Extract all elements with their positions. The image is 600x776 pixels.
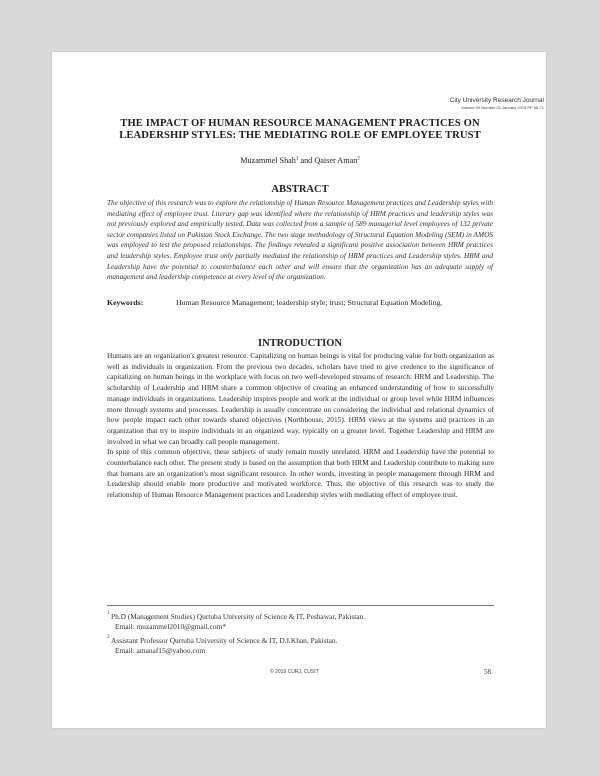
introduction-heading: INTRODUCTION	[257, 338, 342, 349]
paper-title: THE IMPACT OF HUMAN RESOURCE MANAGEMENT PRACTICES ON LEADERSHIP STYLES: THE MEDIATING ROLE OF EMPLOYEE TRUST	[119, 118, 481, 141]
keywords-text: Human Resource Management; leadership style; trust; Structural Equation Modeling.	[176, 298, 443, 307]
footnote-2-affiliation: Assistant Professor Qurtuba University of Science & IT, D.I.Khan, Pakistan.	[111, 636, 338, 645]
footnote-2	[107, 636, 494, 656]
page-number: 58	[484, 668, 491, 676]
introduction-paragraph-2: In spite of this common objective, these subjects of study remain mostly unrelated. HRM and Leadership have the potential to counterbalance each other. The present study is based on the assumption that both HRM and Leadership contribute to making sure that humans are an organization's most significant resource. In other words, investing in people management through HRM and Leadership should enable more productive and motivated workforce. Thus, the objective of this research was to study the relationship of Human Resource Management practices and Leadership styles with mediating effect of employee trust.	[107, 447, 494, 500]
footnote-1-mark: 1	[107, 611, 110, 616]
author-line	[100, 156, 500, 165]
journal-header	[450, 97, 544, 110]
footnote-1	[107, 612, 494, 632]
footnote-2-email: Email: amanaf15@yahoo.com	[115, 646, 206, 655]
author-conjunction: and	[298, 156, 315, 165]
abstract-heading: ABSTRACT	[271, 184, 329, 195]
keywords-label: Keywords:	[107, 298, 144, 307]
author-2: Qaiser Aman	[314, 156, 358, 165]
footnote-1-email: Email: muzammel2010@gmail.com*	[115, 622, 227, 631]
copyright-notice: © 2019 CURJ, CUSIT	[270, 669, 319, 675]
author-1: Muzammel Shah	[240, 156, 296, 165]
footnote-divider	[107, 605, 494, 606]
author-2-mark: 2	[357, 156, 360, 162]
footnote-1-affiliation: Ph.D (Management Studies) Qurtuba University of Science & IT, Peshawar, Pakistan.	[111, 612, 366, 621]
author-1-mark: 1	[295, 156, 299, 162]
volume-info: Volume 09 Number 01 January 2019 PP 58-71	[461, 105, 544, 110]
journal-name: City University Research Journal	[449, 97, 544, 104]
footnote-2-mark: 2	[107, 635, 110, 640]
introduction-paragraph-1: Humans are an organization's greatest resource. Capitalizing on human beings is vital for producing value for both organization as well as individuals in organization. From the previous two decades, scholars have tried to give credence to the significance of capitalizing on human beings in the workplace with focus on two well-developed streams of research: HRM and Leadership. The scholarship of Leadership and HRM share a common objective of creating an enhanced understanding of how to successfully manage individuals in organizations. Leadership inspires people and work at the individual or group level while HRM influences more through systems and processes. Leadership is usually concentrate on considering the individual and relational dynamics of how people impact each other towards shared objectives (Northhouse, 2015). HRM views at the systems and practices in an organization that try to inspire individuals in an organized way, typically on a greater level. Together Leadership and HRM are involved in what we can broadly call people management.	[107, 351, 494, 446]
abstract-text: The objective of this research was to explore the relationship of Human Resource Management practices and Leadership styles with mediating effect of employee trust. Literary gap was identified where the relationship of HRM practices and leadership styles was not previously explored and empirically tested. Data was collected from a sample of 589 managerial level employees of 132 private sector companies listed on Pakistan Stock Exchange. The two stage methodology of Structural Equation Modeling (SEM) in AMOS was employed to test the proposed relationships. The findings revealed a significant positive association between HRM practices and leadership styles. Employee trust only partially mediated the relationship of HRM practices and Leadership styles. HRM and Leadership have the potential to counterbalance each other and will ensure that the organization has an adequate supply of management and leadership competence at every level of the organization.	[107, 198, 493, 282]
introduction-body	[107, 351, 494, 501]
footnotes	[107, 612, 494, 660]
